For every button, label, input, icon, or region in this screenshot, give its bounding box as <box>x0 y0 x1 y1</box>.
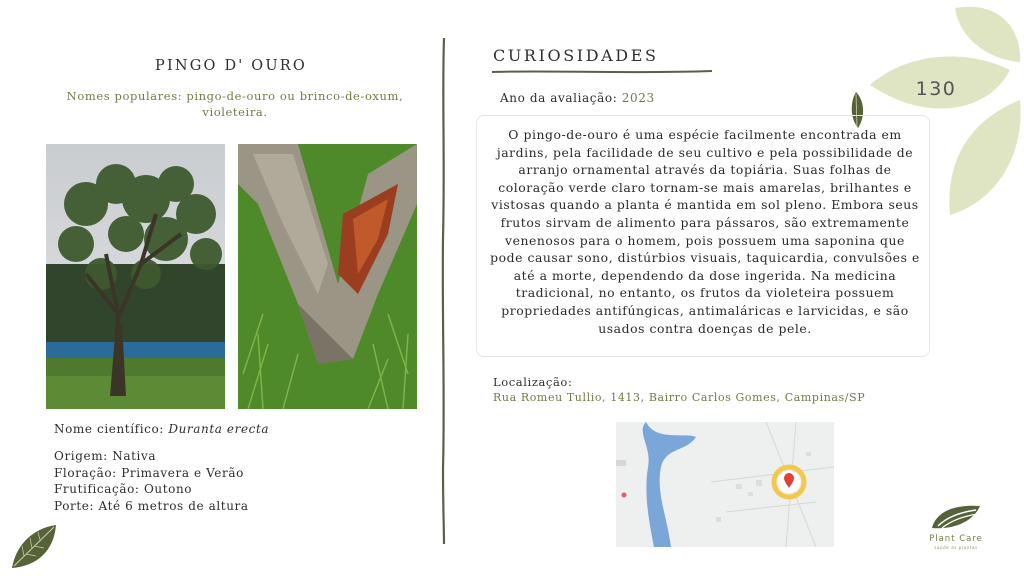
location-address: Rua Romeu Tullio, 1413, Bairro Carlos Gomes, Campinas/SP <box>493 391 866 404</box>
vertical-divider <box>441 38 447 544</box>
curiosities-text: O pingo-de-ouro é uma espécie facilmente encontrada em jardins, pela facilidade de seu cultivo e pela possibilidade de arranjo ornamental através da topiária. Suas folhas de coloração verde claro tornam-se mais amarelas, brilhantes e vistosas quando a planta é mantida em sol pleno. Embora seus frutos sirvam de alimento para pássaros, são extremamente venenosos para o homem, pois possuem uma saponina que pode causar sono, distúrbios visuais, taquicardia, convulsões e até a morte, dependendo da dose ingerida. Na medicina tradicional, no entanto, os frutos da violeteira possuem propriedades antifúngicas, antimaláricas e larvicidas, e são usados contra doenças de pele. <box>490 127 920 336</box>
scientific-name-label: Nome científico: <box>54 422 169 436</box>
trunk-photo <box>238 144 417 409</box>
tree-photo <box>46 144 225 409</box>
year-value: 2023 <box>621 91 655 105</box>
year-label: Ano da avaliação: <box>500 91 622 105</box>
plant-title: PINGO D' OURO <box>155 58 307 74</box>
scientific-name-line <box>54 422 269 436</box>
size-text: Porte: Até 6 metros de altura <box>54 498 249 513</box>
origin-text: Origem: Nativa <box>54 449 157 463</box>
fruiting-text: Frutificação: Outono <box>54 482 193 496</box>
plant-facts <box>54 448 249 514</box>
brand-tagline: saúde às plantas <box>934 545 978 550</box>
curiosities-title: CURIOSIDADES <box>493 46 659 65</box>
location-label: Localização: <box>493 375 573 389</box>
title-underline <box>490 68 715 76</box>
decorative-leaf-bottom-left-icon <box>10 522 60 572</box>
plant-care-logo-icon <box>930 502 982 532</box>
evaluation-year <box>500 91 655 105</box>
flowering-text: Floração: Primavera e Verão <box>54 465 244 480</box>
page-number: 130 <box>915 78 957 100</box>
brand-name: Plant Care <box>929 534 983 544</box>
scientific-name: Duranta erecta <box>168 422 270 436</box>
location-map[interactable] <box>616 422 834 547</box>
popular-names: Nomes populares: pingo-de-ouro ou brinco-de-oxum, violeteira. <box>66 89 404 119</box>
